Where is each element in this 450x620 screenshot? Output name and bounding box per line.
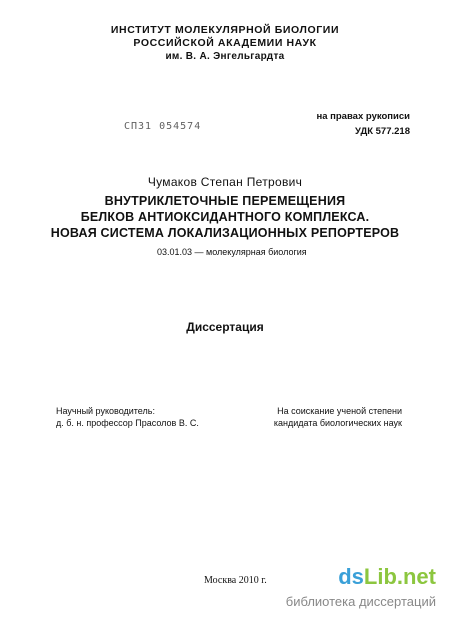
watermark-logo[interactable]: [338, 564, 436, 590]
document-type: Диссертация: [186, 320, 264, 334]
manuscript-rights: на правах рукописи: [316, 111, 410, 122]
degree-line-2: кандидата биологических наук: [273, 418, 402, 428]
udc-code: УДК 577.218: [355, 126, 410, 137]
institute-line-2: РОССИЙСКОЙ АКАДЕМИИ НАУК: [133, 37, 317, 49]
supervisor-name: д. б. н. профессор Прасолов В. С.: [56, 418, 199, 428]
author-name: Чумаков Степан Петрович: [147, 175, 303, 189]
title-line-1: ВНУТРИКЛЕТОЧНЫЕ ПЕРЕМЕЩЕНИЯ: [104, 194, 346, 208]
watermark-logo-suffix: Lib.net: [363, 564, 436, 589]
city-year: Москва 2010 г.: [204, 575, 267, 586]
library-stamp: СП31 054574: [124, 121, 202, 132]
title-line-2: БЕЛКОВ АНТИОКСИДАНТНОГО КОМПЛЕКСА.: [80, 210, 370, 224]
title-line-3: НОВАЯ СИСТЕМА ЛОКАЛИЗАЦИОННЫХ РЕПОРТЕРОВ: [50, 226, 400, 240]
degree-line-1: На соискание ученой степени: [277, 406, 402, 416]
supervisor-label: Научный руководитель:: [56, 406, 155, 416]
institute-line-1: ИНСТИТУТ МОЛЕКУЛЯРНОЙ БИОЛОГИИ: [110, 24, 340, 36]
watermark-logo-prefix: ds: [338, 564, 364, 589]
specialty-code: 03.01.03 — молекулярная биология: [157, 247, 307, 257]
institute-line-3: им. В. А. Энгельгардта: [165, 51, 285, 62]
watermark-tagline: библиотека диссертаций: [285, 594, 436, 609]
